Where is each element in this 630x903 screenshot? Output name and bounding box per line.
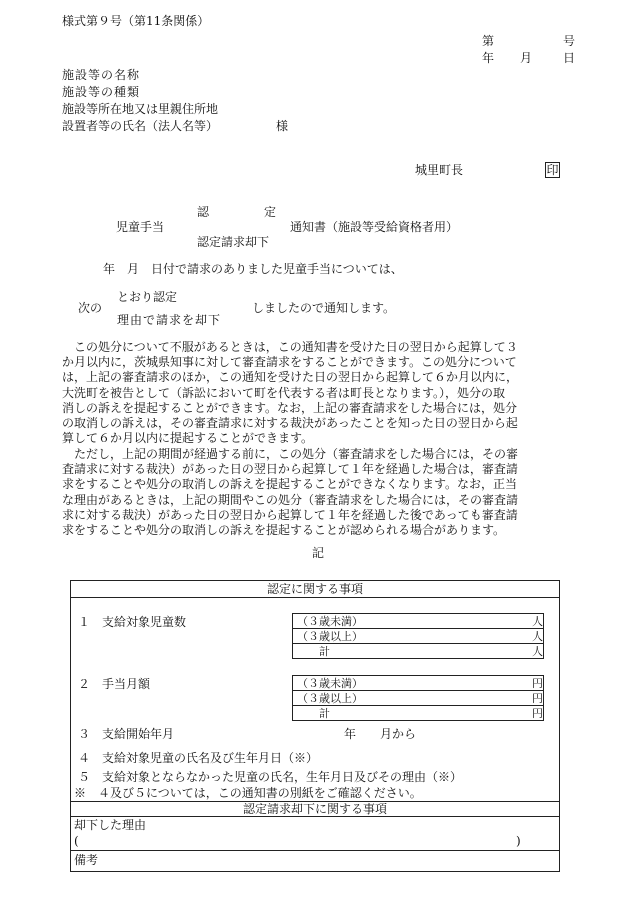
item1-row-unit: 人 <box>532 615 543 628</box>
date-month: 月 <box>520 51 533 65</box>
appeal-p2-line: 求をすることや処分の取消しの訴えを提起することが認められる場合があります。 <box>62 523 506 538</box>
table-divider <box>70 597 560 598</box>
appeal-p2-line: な理由があるときは，上記の期間やこの処分（審査請求をした場合には，その審査請 <box>62 492 519 507</box>
item1-label: １ 支給対象児童数 <box>78 615 187 629</box>
seal-mark: 印 <box>546 163 559 177</box>
date-day: 日 <box>563 51 576 65</box>
remarks-label: 備考 <box>74 853 99 867</box>
item2-row-label: （３歳以上） <box>297 692 363 705</box>
appeal-p1-line: この処分について不服があるときは，この通知書を受けた日の翌日から起算して３ <box>74 340 518 354</box>
appeal-p2-line: 求に対する裁決）があった日の翌日から起算して１年を経過した後であっても審査請 <box>62 507 518 522</box>
item1-row-unit: 人 <box>532 630 543 643</box>
founder-name-label: 設置者等の氏名（法人名等） <box>62 119 219 133</box>
form-number: 様式第９号（第11条関係） <box>62 14 210 28</box>
title-prefix: 児童手当 <box>116 220 165 234</box>
intro-line1: 年 月 日付で請求のありました児童手当については、 <box>103 262 403 276</box>
appeal-p2-line: 査請求に対する裁決）があった日の翌日から起算して１年を経過した場合は，審査請 <box>62 462 518 477</box>
item3-value: 年 月から <box>344 727 417 741</box>
appeal-paragraph-1 <box>62 340 574 446</box>
sama-label: 様 <box>276 119 289 133</box>
appeal-p2-line: 求をすることや処分の取消しの訴えを提起することができなくなります。なお，正当 <box>62 477 518 492</box>
date-year: 年 <box>482 51 495 65</box>
item1-row-label: （３歳以上） <box>297 630 363 643</box>
title-option-rejection: 認定請求却下 <box>197 235 270 249</box>
title-suffix: 通知書（施設等受給資格者用） <box>290 220 459 234</box>
appeal-p1-line: 算して６か月以内に提起することができます。 <box>62 431 314 446</box>
table-divider <box>70 850 560 851</box>
item2-label: ２ 手当月額 <box>78 677 151 691</box>
appeal-p1-line: は，上記の審査請求のほか，この通知を受けた日の翌日から起算して６か月以内に， <box>62 370 519 385</box>
appeal-paragraph-2 <box>62 447 574 538</box>
facility-address-label: 施設等所在地又は里親住所地 <box>62 102 219 116</box>
table-note: ※ ４及び５については，この通知書の別紙をご確認ください。 <box>74 786 422 800</box>
item1-row-label: 計 <box>319 645 330 658</box>
doc-number-go: 号 <box>563 34 576 48</box>
title-option-nin: 認 <box>197 205 210 219</box>
item2-row-unit: 円 <box>532 707 543 720</box>
item4-label: ４ 支給対象児童の氏名及び生年月日（※） <box>78 751 319 765</box>
item2-row-unit: 円 <box>532 692 543 705</box>
title-option-tei: 定 <box>264 205 277 219</box>
appeal-p1-line: の取消しの訴えは，その審査請求に対する裁決があったことを知った日の翌日から起 <box>62 416 518 431</box>
section2-header: 認定請求却下に関する事項 <box>242 802 387 816</box>
appeal-p1-line: 消しの訴えを提起することができます。なお，上記の審査請求をした場合には，処分 <box>62 400 518 415</box>
item1-row-label: （３歳未満） <box>297 615 363 628</box>
ki-label: 記 <box>312 546 325 560</box>
rejection-reason-label: 却下した理由 <box>74 818 147 832</box>
item3-label: ３ 支給開始年月 <box>78 727 175 741</box>
appeal-p2-line: ただし，上記の期間が経過する前に，この処分（審査請求をした場合には，その審 <box>74 447 519 461</box>
intro-tsugi: 次の <box>78 301 103 315</box>
paren-open: ( <box>74 834 79 848</box>
section1-header: 認定に関する事項 <box>266 582 363 596</box>
facility-name-label: 施設等の名称 <box>62 68 141 82</box>
item2-row-unit: 円 <box>532 677 543 690</box>
item2-row-label: 計 <box>319 707 330 720</box>
doc-number-dai: 第 <box>482 34 495 48</box>
item1-row-unit: 人 <box>532 645 543 658</box>
appeal-p1-line: か月以内に，茨城県知事に対して審査請求をすることができます。この処分について <box>62 355 517 370</box>
intro-option2: 理由で請求を却下 <box>117 313 222 327</box>
item2-row-label: （３歳未満） <box>297 677 363 690</box>
issuer-name: 城里町長 <box>415 163 464 177</box>
intro-option1: とおり認定 <box>117 290 178 304</box>
facility-type-label: 施設等の種類 <box>62 85 141 99</box>
appeal-p1-line: 大洗町を被告として（訴訟において町を代表する者は町長となります。），処分の取 <box>62 385 506 400</box>
intro-ending: しましたので通知します。 <box>252 301 396 315</box>
paren-close: ) <box>516 834 521 848</box>
item5-label: ５ 支給対象とならなかった児童の氏名，生年月日及びその理由（※） <box>78 770 463 784</box>
